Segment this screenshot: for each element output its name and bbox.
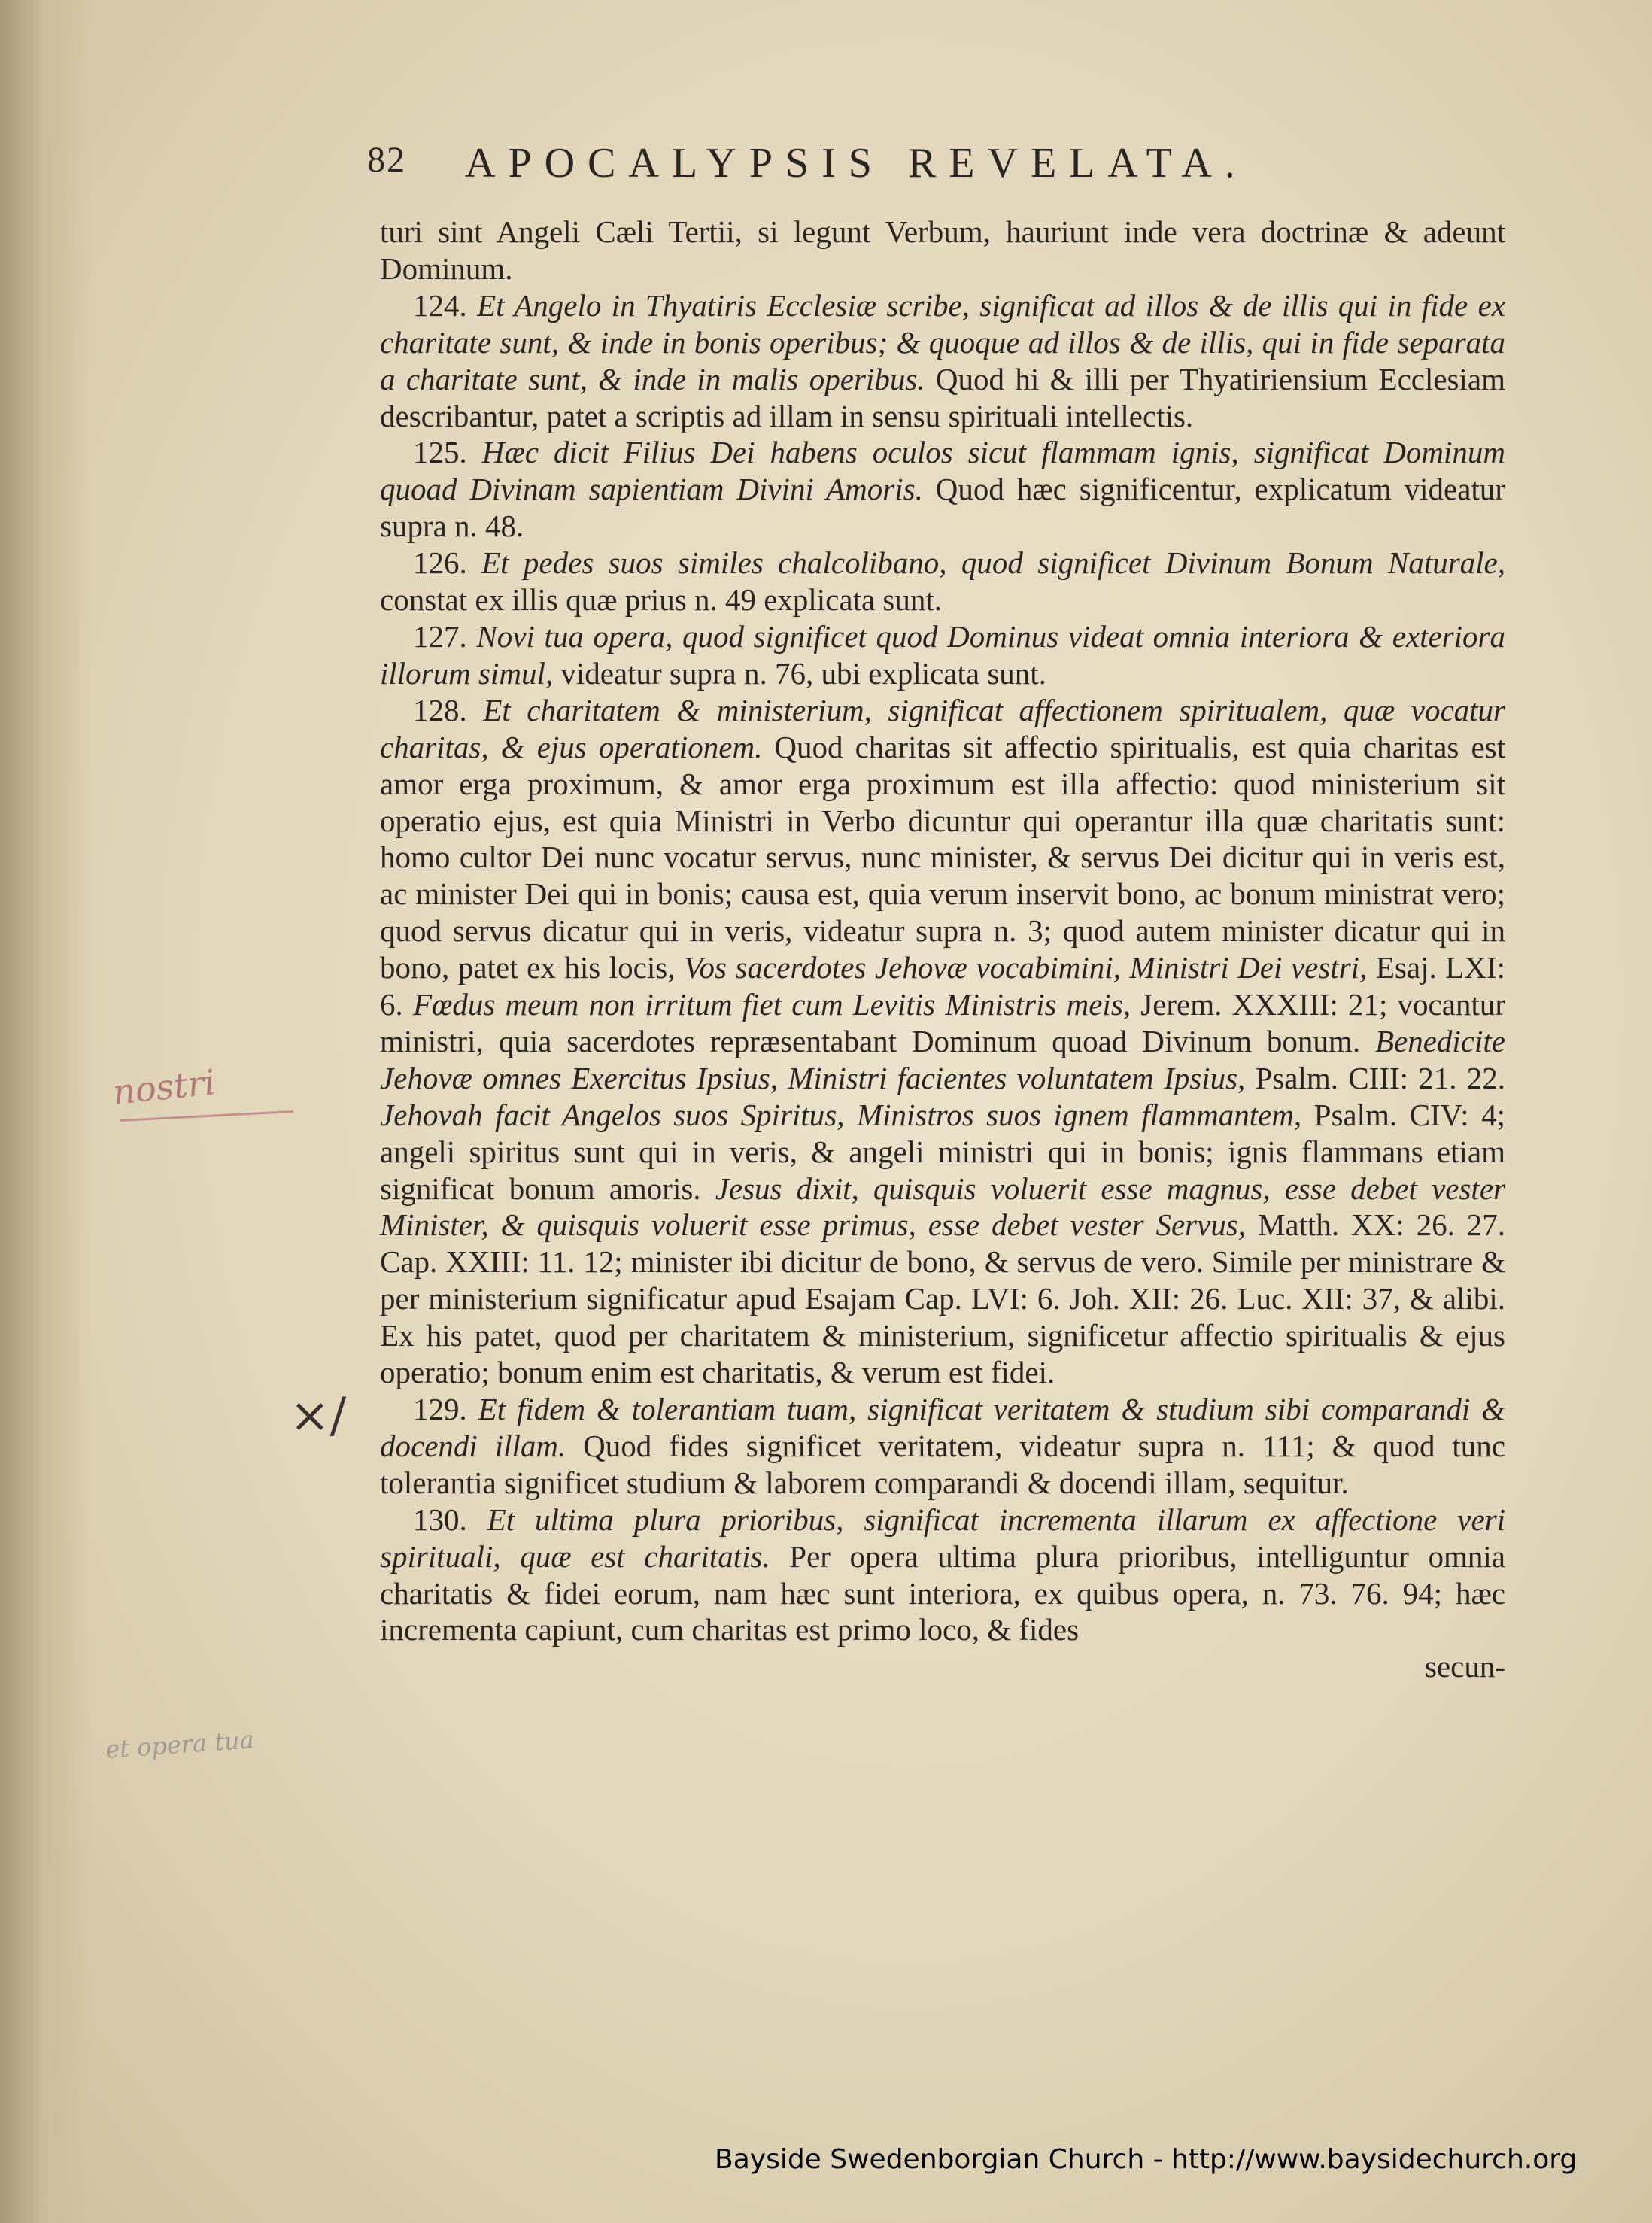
paragraph-126 (380, 545, 1505, 618)
paragraph-number: 126. (413, 545, 482, 581)
paragraph-130 (380, 1502, 1505, 1649)
catchword: secun- (1424, 1649, 1505, 1684)
paragraph-number: 125. (413, 435, 482, 470)
italic-segment: Et ultima plura prioribus, significat incrementa illarum ex affectione veri spirituali, quæ est charitatis. (380, 1502, 1505, 1574)
paragraph-128 (380, 692, 1505, 1391)
italic-segment: Et charitatem & ministerium, significat affectionem spiritualem, quæ vocatur charitas, & ejus operationem. (380, 692, 1505, 764)
margin-note-underline (120, 1110, 293, 1122)
paragraph-continuation (380, 214, 1505, 287)
paragraph-number: 128. (413, 692, 484, 727)
roman-segment: Esaj. LXI: 6. (380, 950, 1505, 1022)
roman-segment: Per opera ultima plura prioribus, intelliguntur omnia charitatis & fidei eorum, nam hæc sunt interiora, ex quibus opera, n. 73. 76. 94; hæc incrementa capiunt, cum charitas est primo loco, & fides (380, 1538, 1505, 1648)
italic-segment: Jesus dixit, quisquis voluerit esse magnus, esse debet vester Minister, & quisquis voluerit esse primus, esse debet vester Servus, (380, 1171, 1505, 1243)
italic-segment: Jehovah facit Angelos suos Spiritus, Ministros suos ignem flammantem, (380, 1097, 1302, 1132)
paragraph-number: 129. (413, 1392, 478, 1426)
body-text (380, 214, 1505, 1685)
roman-segment: Quod charitas sit affectio spiritualis, est quia charitas est amor erga proximum, & amor erga proximum est illa affectio: quod ministerium sit operatio ejus, est quia Ministri in Verbo dicuntur qui operantur illa quæ charitatis sunt: homo cultor Dei nunc vocatur servus, nunc minister, & servus Dei dicitur qui in veris est, ac minister Dei qui in bonis; causa est, quia verum inservit bono, ac bonum ministrat vero; quod servus dicatur qui in veris, videatur supra n. 3; quod autem minister dicatur qui in bono, patet ex his locis, (380, 729, 1505, 985)
italic-segment: Et pedes suos similes chalcolibano, quod significet Divinum Bonum Naturale, (481, 545, 1505, 581)
paragraph-number: 124. (413, 287, 478, 323)
italic-segment: Novi tua opera, quod significet quod Dominus videat omnia interiora & exteriora illorum simul, (380, 618, 1505, 691)
margin-note-et-opera-tua: et opera tua (104, 1725, 255, 1764)
page-number: 82 (367, 140, 406, 180)
roman-segment: turi sint Angeli Cæli Tertii, si legunt Verbum, hauriunt inde vera doctrinæ & adeunt Dominum. (380, 214, 1505, 286)
running-title: APOCALYPSIS REVELATA. (465, 140, 1248, 187)
roman-segment: constat ex illis quæ prius n. 49 explicata sunt. (380, 582, 943, 618)
page-header (367, 139, 1450, 192)
italic-segment: Benedicite Jehovæ omnes Exercitus Ipsius, Ministri facientes voluntatem Ipsius, (380, 1023, 1505, 1095)
roman-segment: Quod hi & illi per Thyatiriensium Ecclesiam describantur, patet a scriptis ad illam in sensu spirituali intellectis. (380, 361, 1505, 433)
italic-segment: Hæc dicit Filius Dei habens oculos sicut flammam ignis, significat Dominum quoad Divinam sapientiam Divini Amoris. (380, 435, 1506, 507)
italic-segment: Vos sacerdotes Jehovæ vocabimini, Ministri Dei vestri, (684, 950, 1368, 985)
paragraph-129 (380, 1391, 1505, 1502)
paragraph-number: 127. (413, 618, 477, 654)
roman-segment: Jerem. XXXIII: 21; vocantur ministri, quia sacerdotes repræsentabant Dominum quoad Divinum bonum. (380, 987, 1505, 1058)
margin-mark-x: ×/ (290, 1388, 347, 1444)
book-spine-shadow (0, 0, 90, 2223)
roman-segment: videatur supra n. 76, ubi explicata sunt. (553, 655, 1046, 691)
paragraph-number: 130. (413, 1502, 487, 1537)
paragraph-127 (380, 618, 1505, 692)
roman-segment: Quod fides significet veritatem, videatur supra n. 111; & quod tunc tolerantia significet studium & laborem comparandi & docendi illam, sequitur. (380, 1428, 1505, 1500)
roman-segment: Psalm. CIV: 4; angeli spiritus sunt qui in veris, & angeli ministri qui in bonis; ignis flammans etiam significat bonum amoris. (380, 1097, 1505, 1206)
italic-segment: Et fidem & tolerantiam tuam, significat veritatem & studium sibi comparandi & docendi illam. (380, 1392, 1506, 1463)
paragraph-124 (380, 287, 1505, 435)
italic-segment: Et Angelo in Thyatiris Ecclesiæ scribe, significat ad illos & de illis qui in fide ex charitate sunt, & inde in bonis operibus; & quoque ad illos & de illis, qui in fide separata a charitate sunt, & inde in malis operibus. (380, 287, 1506, 396)
footer-credit: Bayside Swedenborgian Church - http://www.baysidechurch.org (715, 2144, 1578, 2175)
roman-segment: Quod hæc significentur, explicatum videatur supra n. 48. (380, 472, 1505, 544)
roman-segment: Psalm. CIII: 21. 22. (1245, 1060, 1506, 1095)
roman-segment: Matth. XX: 26. 27. Cap. XXIII: 11. 12; minister ibi dicitur de bono, & servus de vero. Simile per ministrare & per ministerium significatur apud Esajam Cap. LVI: 6. Joh. XII: 26. Luc. XII: 37, & alibi. Ex his patet, quod per charitatem & ministerium, significetur affectio spiritualis & ejus operatio; bonum enim est charitatis, & verum est fidei. (380, 1207, 1505, 1390)
italic-segment: Fœdus meum non irritum fiet cum Levitis Ministris meis, (412, 987, 1131, 1022)
paragraph-125 (380, 434, 1505, 545)
margin-note-nostri: nostri (111, 1061, 217, 1113)
